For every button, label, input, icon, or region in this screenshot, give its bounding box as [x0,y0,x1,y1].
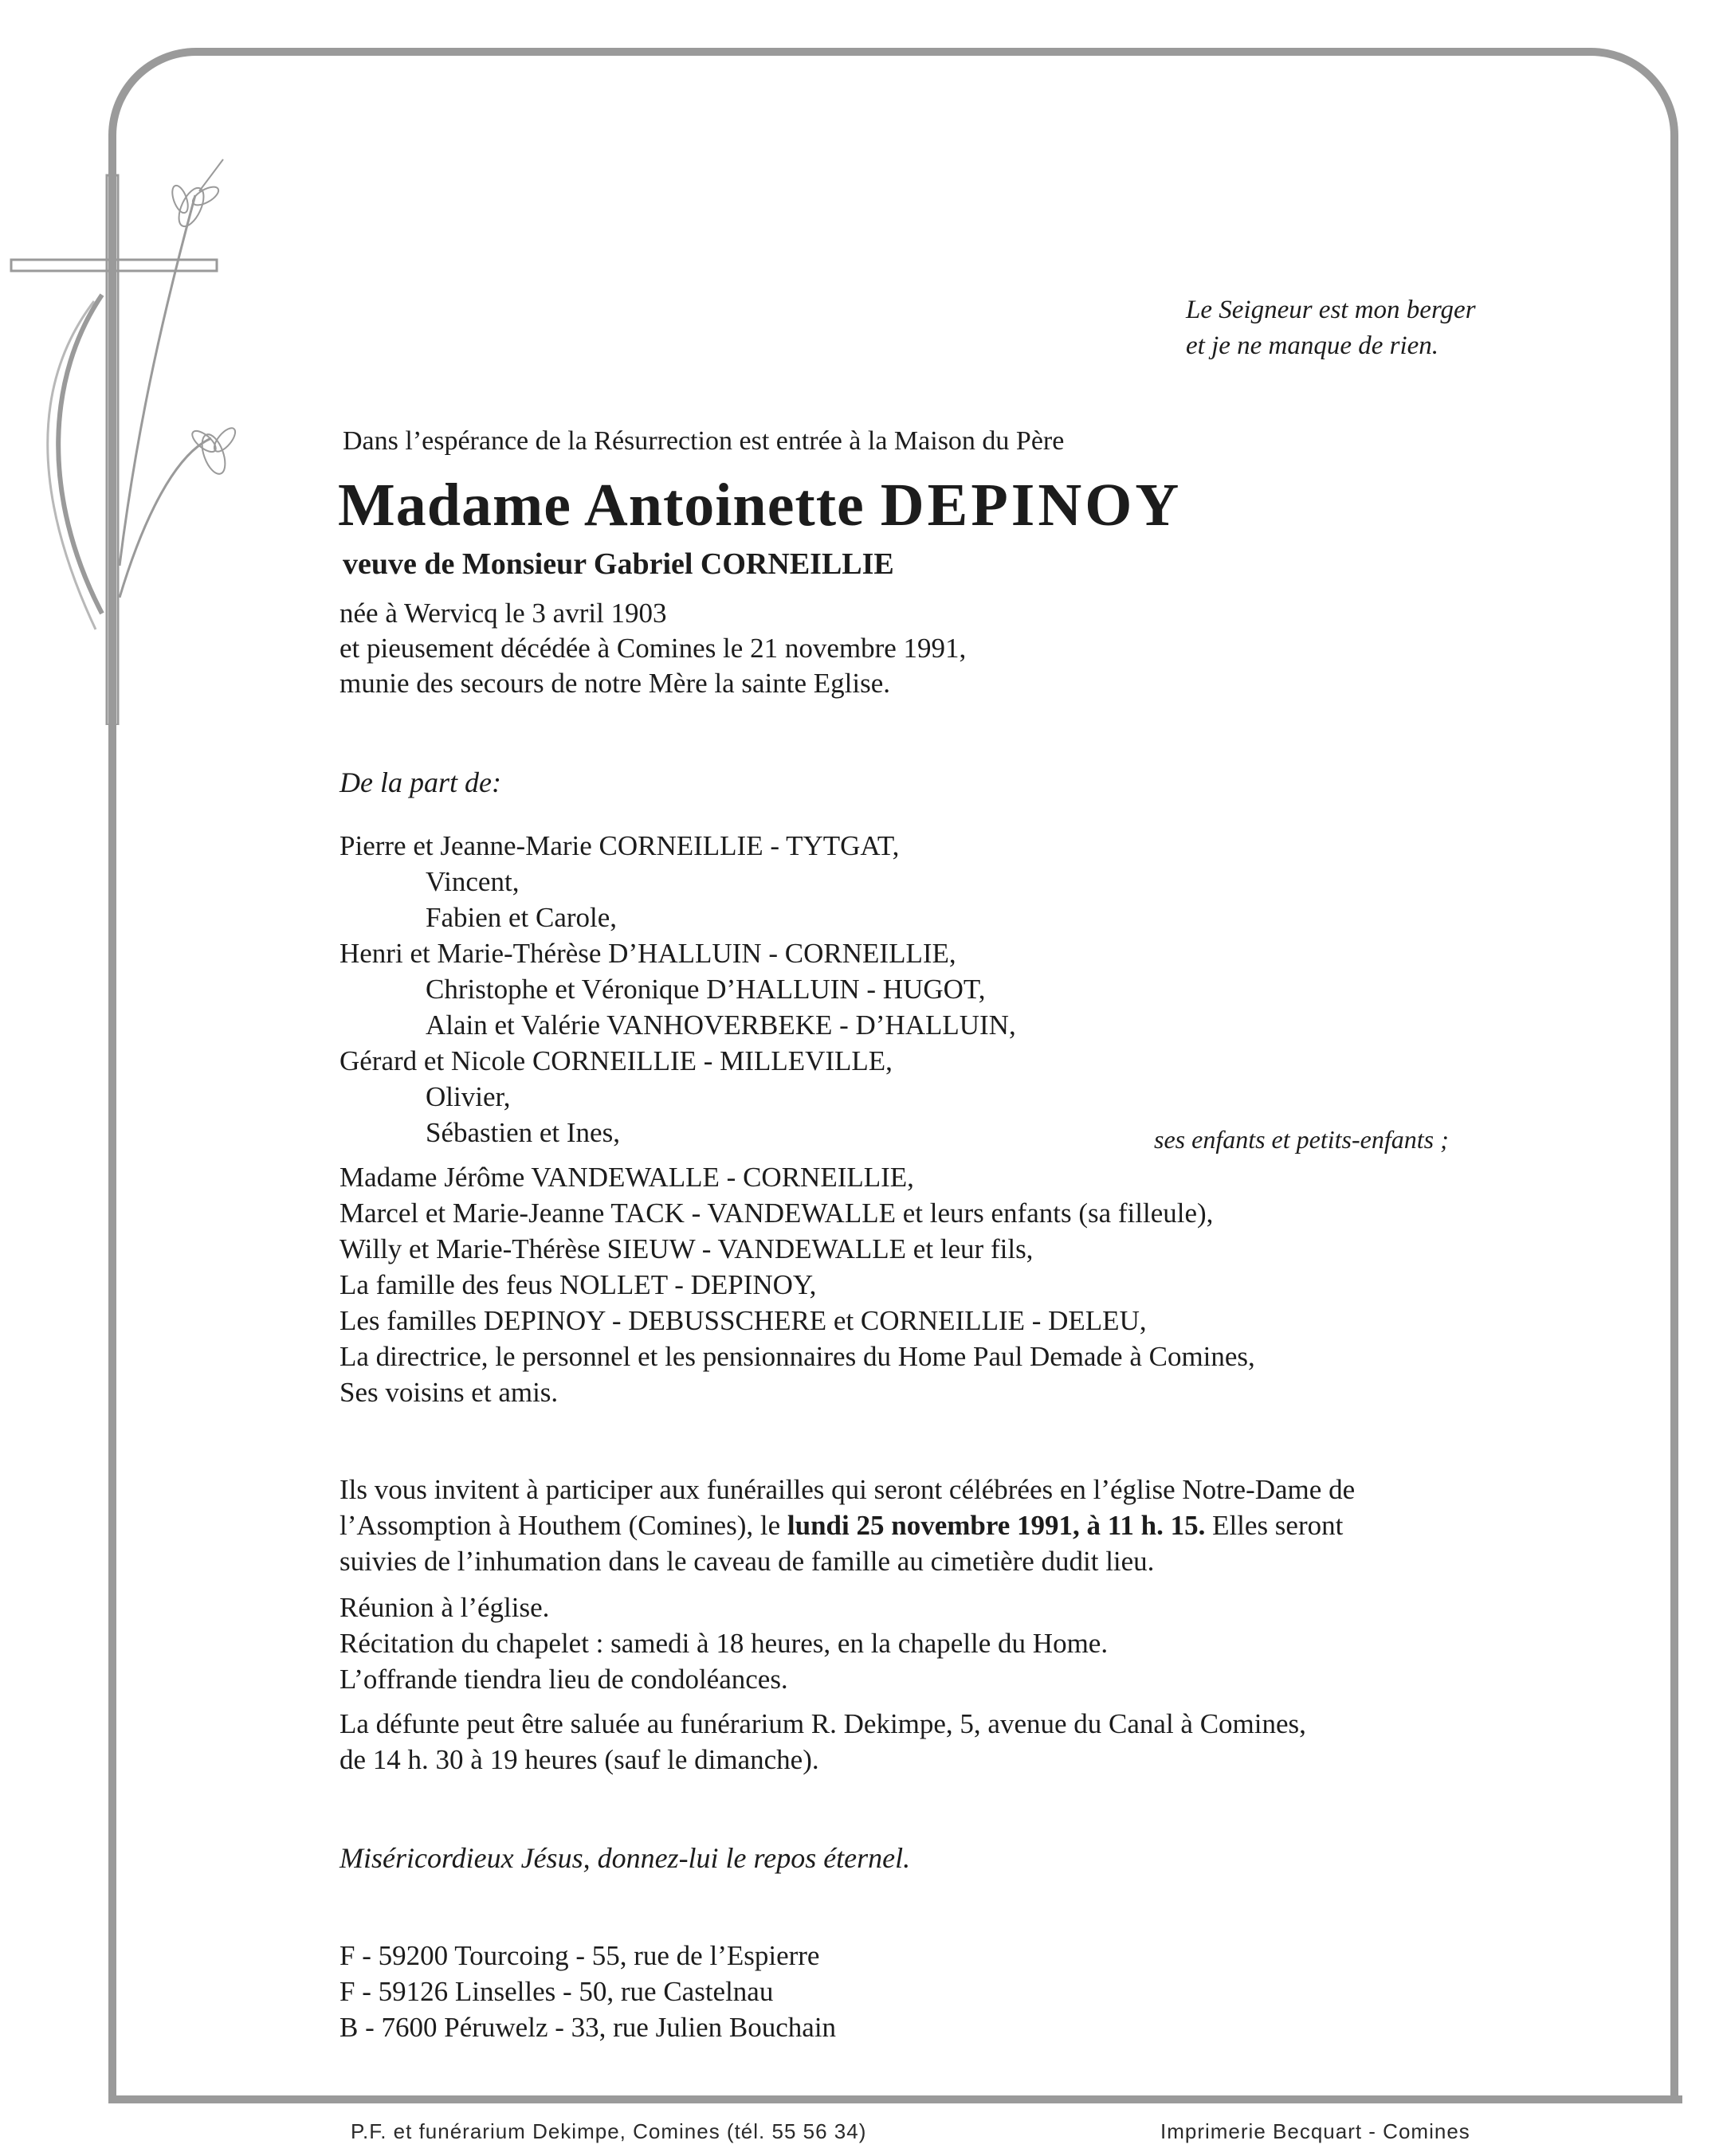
invitation-line [339,1508,1343,1543]
family-line: Gérard et Nicole CORNEILLIE - MILLEVILLE, [339,1045,893,1076]
family-line: Vincent, [426,866,520,897]
family-line: Sébastien et Ines, [426,1117,620,1148]
relative-line: La famille des feus NOLLET - DEPINOY, [339,1269,817,1300]
rosary-info: Récitation du chapelet : samedi à 18 heures, en la chapelle du Home. [339,1628,1109,1659]
family-line: Olivier, [426,1081,511,1112]
relative-line: Willy et Marie-Thérèse SIEUW - VANDEWALLE et leur fils, [339,1233,1034,1264]
family-line: Fabien et Carole, [426,902,618,933]
address-line: B - 7600 Péruwelz - 33, rue Julien Bouchain [339,2012,837,2043]
invitation-text: Elles seront [1205,1510,1344,1541]
invitation-line: Ils vous invitent à participer aux funérailles qui seront célébrées en l’église Notre-Dame de [339,1474,1356,1505]
invitation-text: l’Assomption à Houthem (Comines), le [339,1510,787,1541]
offering-info: L’offrande tiendra lieu de condoléances. [339,1664,788,1695]
card-border-bottom [108,2095,1682,2103]
address-line: F - 59200 Tourcoing - 55, rue de l’Espierre [339,1940,820,1971]
relative-line: Marcel et Marie-Jeanne TACK - VANDEWALLE et leurs enfants (sa filleule), [339,1198,1214,1229]
relative-line: La directrice, le personnel et les pensionnaires du Home Paul Demade à Comines, [339,1341,1255,1372]
intro-text: Dans l’espérance de la Résurrection est entrée à la Maison du Père [343,426,1065,456]
from-label: De la part de: [339,766,501,798]
family-line: Christophe et Véronique D’HALLUIN - HUGOT, [426,974,986,1005]
meeting-info: Réunion à l’église. [339,1592,550,1623]
deceased-surname: DEPINOY [880,472,1183,539]
relative-line: Ses voisins et amis. [339,1377,559,1408]
deceased-name [338,470,1182,540]
relative-line: Les familles DEPINOY - DEBUSSCHERE et CORNEILLIE - DELEU, [339,1305,1147,1336]
epigraph-line: et je ne manque de rien. [1186,331,1439,360]
cross-wheat-icon [0,120,287,725]
address-line: F - 59126 Linselles - 50, rue Castelnau [339,1976,774,2007]
viewing-info: de 14 h. 30 à 19 heures (sauf le dimanche). [339,1744,819,1775]
printer-footer: Imprimerie Becquart - Comines [1160,2119,1470,2143]
family-line: Henri et Marie-Thérèse D’HALLUIN - CORNEILLIE, [339,938,956,969]
funeral-home-footer: P.F. et funérarium Dekimpe, Comines (tél. 55 56 34) [351,2119,867,2143]
prayer: Miséricordieux Jésus, donnez-lui le repos éternel. [339,1842,911,1874]
invitation-line: suivies de l’inhumation dans le caveau de famille au cimetière dudit lieu. [339,1546,1155,1577]
viewing-info: La défunte peut être saluée au funérarium R. Dekimpe, 5, avenue du Canal à Comines, [339,1708,1306,1739]
deceased-first-name: Madame Antoinette [338,472,865,539]
rites-info: munie des secours de notre Mère la sainte Eglise. [339,668,891,699]
death-info: et pieusement décédée à Comines le 21 novembre 1991, [339,633,967,664]
family-line: Pierre et Jeanne-Marie CORNEILLIE - TYTGAT, [339,830,900,861]
funeral-date: lundi 25 novembre 1991, à 11 h. 15. [787,1510,1206,1541]
children-note: ses enfants et petits-enfants ; [1154,1125,1449,1154]
widow-of: veuve de Monsieur Gabriel CORNEILLIE [343,547,894,581]
birth-info: née à Wervicq le 3 avril 1903 [339,598,667,629]
epigraph-line: Le Seigneur est mon berger [1186,296,1476,324]
relative-line: Madame Jérôme VANDEWALLE - CORNEILLIE, [339,1162,914,1193]
family-line: Alain et Valérie VANHOVERBEKE - D’HALLUIN, [426,1009,1016,1041]
